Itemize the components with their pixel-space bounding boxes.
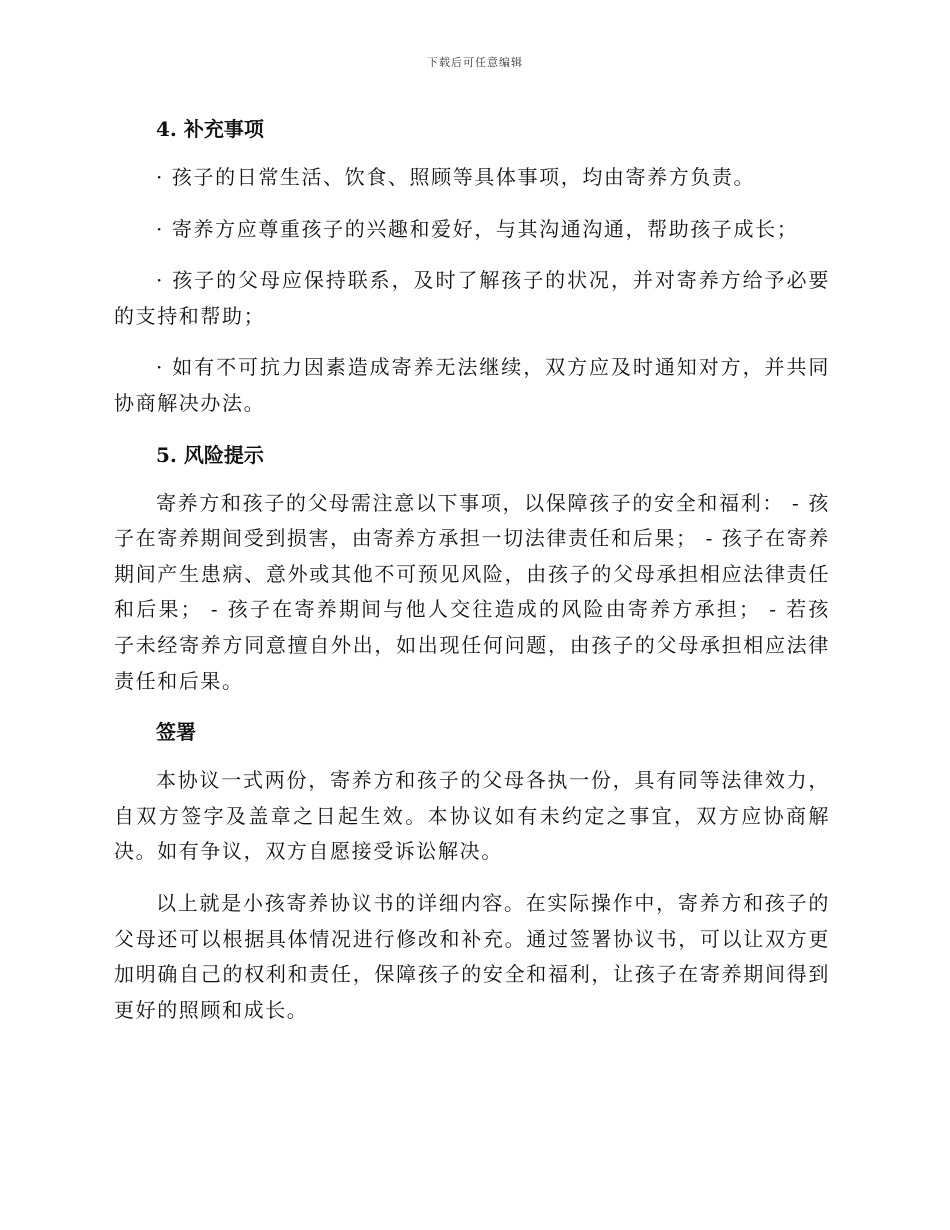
- section-4-item-4: · 如有不可抗力因素造成寄养无法继续，双方应及时通知对方，并共同协商解决办法。: [114, 355, 830, 415]
- section-4-item-2: · 寄养方应尊重孩子的兴趣和爱好，与其沟通沟通，帮助孩子成长；: [156, 216, 799, 241]
- signing-body: 本协议一式两份，寄养方和孩子的父母各执一份，具有同等法律效力，自双方签字及盖章之日起生效。本协议如有未约定之事宜，双方应协商解决。如有争议，双方自愿接受诉讼解决。: [114, 768, 830, 864]
- section-4-item-1: · 孩子的日常生活、饮食、照顾等具体事项，均由寄养方负责。: [156, 165, 756, 189]
- section-4-title: 4. 补充事项: [156, 117, 264, 141]
- section-5-title: 5. 风险提示: [156, 442, 264, 467]
- closing-paragraph: 以上就是小孩寄养协议书的详细内容。在实际操作中，寄养方和孩子的父母还可以根据具体情况进行修改和补充。通过签署协议书，可以让双方更加明确自己的权利和责任，保障孩子的安全和福利，让孩子在寄养期间得到更好的照顾和成长。: [114, 890, 830, 1022]
- section-4-item-3: · 孩子的父母应保持联系，及时了解孩子的状况，并对寄养方给予必要的支持和帮助；: [114, 268, 830, 328]
- document-body: [114, 112, 830, 1028]
- section-5-body: 寄养方和孩子的父母需注意以下事项，以保障孩子的安全和福利： - 孩子在寄养期间受到损害，由寄养方承担一切法律责任和后果； - 孩子在寄养期间产生患病、意外或其他不可预见风险，由孩子的父母承担相应法律责任和后果； - 孩子在寄养期间与他人交往造成的风险由寄养方承担； - 若孩子未经寄养方同意擅自外出，如出现任何问题，由孩子的父母承担相应法律责任和后果。: [114, 490, 830, 693]
- header-note: 下载后可任意编辑: [427, 56, 523, 69]
- signing-title: 签署: [156, 720, 196, 745]
